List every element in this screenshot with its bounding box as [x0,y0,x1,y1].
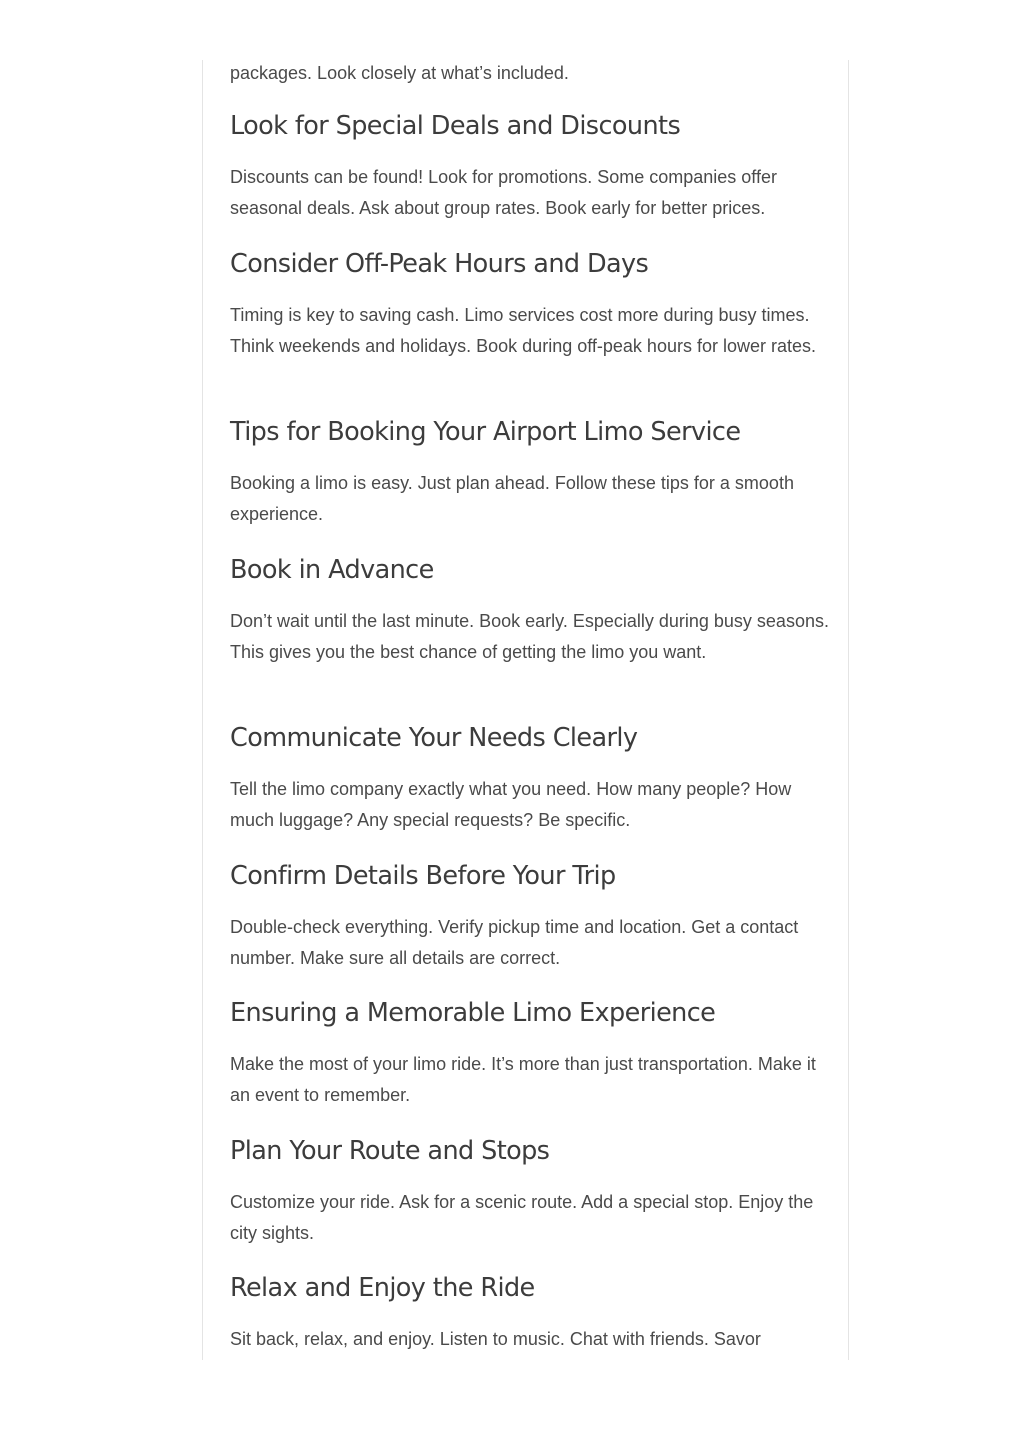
section-paragraph: Tell the limo company exactly what you need. How many people? How much luggage? Any special requests? Be specific. [230,779,792,830]
section-confirm-details [230,859,830,974]
section-paragraph: Discounts can be found! Look for promotions. Some companies offer seasonal deals. Ask about group rates. Book early for better prices. [230,167,777,218]
section-paragraph: Don’t wait until the last minute. Book early. Especially during busy seasons. This gives you the best chance of getting the limo you want. [230,611,829,662]
section-paragraph: Booking a limo is easy. Just plan ahead. Follow these tips for a smooth experience. [230,473,794,524]
section-off-peak [230,247,830,362]
section-paragraph: Sit back, relax, and enjoy. Listen to music. Chat with friends. Savor [230,1329,761,1349]
section-relax-enjoy [230,1271,761,1355]
section-heading: Confirm Details Before Your Trip [230,861,616,891]
section-booking-tips [230,415,830,530]
section-heading: Tips for Booking Your Airport Limo Service [230,417,741,447]
section-book-in-advance [230,553,830,668]
section-plan-route [230,1134,830,1249]
section-heading: Plan Your Route and Stops [230,1136,550,1166]
section-paragraph: Timing is key to saving cash. Limo services cost more during busy times. Think weekends and holidays. Book during off-peak hours for lower rates. [230,305,816,356]
section-heading: Consider Off-Peak Hours and Days [230,249,649,279]
document-page [202,60,849,1360]
section-paragraph: Make the most of your limo ride. It’s more than just transportation. Make it an event to remember. [230,1054,816,1105]
section-heading: Communicate Your Needs Clearly [230,723,638,753]
section-heading: Book in Advance [230,555,434,585]
section-heading: Ensuring a Memorable Limo Experience [230,998,716,1028]
section-communicate-needs [230,721,830,836]
section-heading: Look for Special Deals and Discounts [230,111,681,141]
section-paragraph: Double-check everything. Verify pickup time and location. Get a contact number. Make sure all details are correct. [230,917,799,968]
section-special-deals [230,109,830,224]
lead-paragraph: packages. Look closely at what’s included. [230,63,569,83]
section-memorable-experience [230,996,830,1111]
section-heading: Relax and Enjoy the Ride [230,1273,535,1303]
section-paragraph: Customize your ride. Ask for a scenic route. Add a special stop. Enjoy the city sights. [230,1192,814,1243]
